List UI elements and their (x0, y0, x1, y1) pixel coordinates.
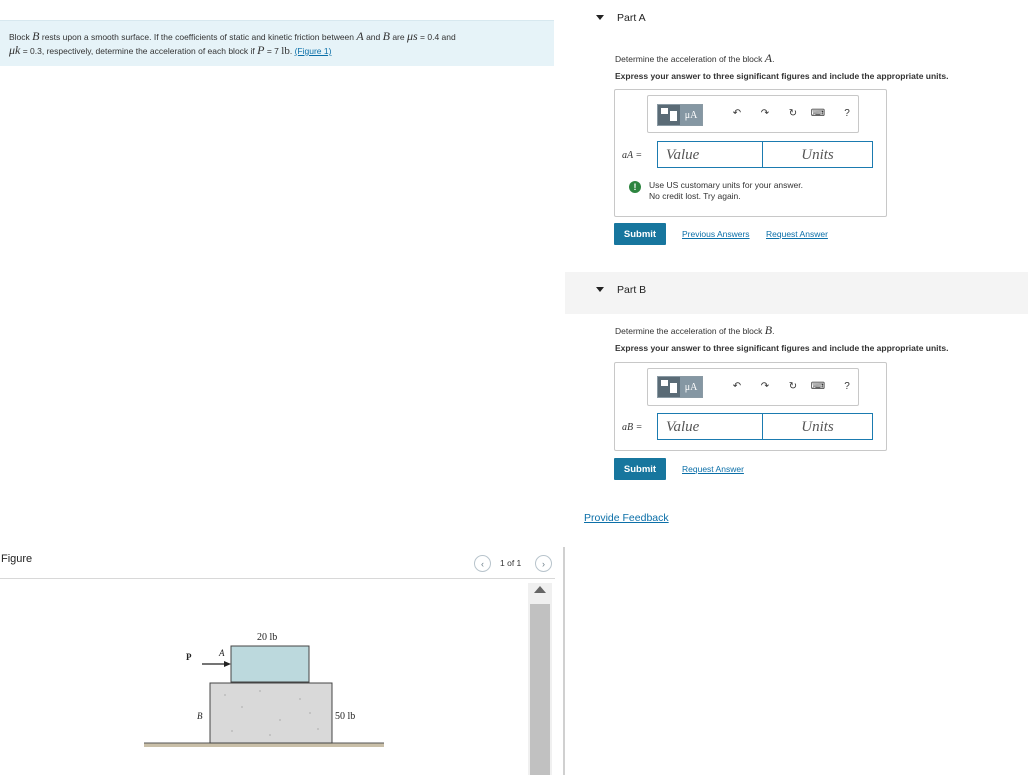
help-icon[interactable]: ? (844, 380, 850, 392)
prompt-text: Determine the acceleration of the block (615, 326, 765, 336)
help-icon[interactable]: ? (844, 107, 850, 119)
problem-text-part: and (363, 32, 383, 42)
part-a-instruction: Express your answer to three significant figures and include the appropriate units. (615, 71, 949, 81)
templates-button[interactable] (657, 376, 703, 398)
keyboard-icon[interactable]: ⌨ (810, 107, 826, 119)
symbol-b: B (382, 29, 390, 43)
problem-text-part: Block (9, 32, 33, 42)
part-a-units-input[interactable]: Units (762, 141, 873, 168)
part-b-variable-label: aB = (622, 422, 643, 433)
units-template-icon: μA (680, 377, 702, 397)
symbol-mu-k: μk (9, 43, 21, 57)
undo-icon[interactable]: ↶ (732, 380, 742, 392)
keyboard-icon[interactable]: ⌨ (810, 380, 826, 392)
problem-text-part: are (389, 32, 407, 42)
part-a-feedback (649, 180, 803, 202)
unit-lb: lb (281, 45, 290, 57)
problem-text (9, 30, 534, 58)
symbol-a: A (356, 29, 364, 43)
part-b-title[interactable]: Part B (617, 284, 647, 296)
part-b-units-input[interactable]: Units (762, 413, 873, 440)
block-a-weight: 20 lb (257, 632, 278, 643)
undo-icon[interactable]: ↶ (732, 107, 742, 119)
prompt-variable: A (764, 51, 773, 65)
feedback-line-1: Use US customary units for your answer. (649, 180, 804, 190)
part-a-value-input[interactable]: Value (657, 141, 763, 168)
block-b (210, 683, 332, 743)
problem-text-part: . (289, 46, 295, 56)
part-b-submit-button[interactable]: Submit (614, 458, 666, 480)
symbol-p: P (257, 43, 265, 57)
force-arrowhead (224, 661, 231, 667)
problem-text-part: = 7 (264, 46, 282, 56)
figure-counter: 1 of 1 (500, 558, 522, 568)
prompt-end: . (772, 54, 775, 64)
part-b-prompt (615, 323, 775, 338)
collapse-part-b-icon[interactable] (596, 287, 604, 292)
figure-label: Figure (1, 553, 33, 565)
part-b-instruction: Express your answer to three significant figures and include the appropriate units. (615, 343, 949, 353)
block-b-label: B (197, 711, 203, 721)
problem-text-part: = 0.4 and (417, 32, 456, 42)
templates-icon (658, 377, 680, 397)
part-a-title[interactable]: Part A (617, 12, 646, 24)
panel-divider (563, 547, 565, 775)
scroll-up-arrow-icon[interactable] (534, 586, 546, 593)
reset-icon[interactable]: ↻ (788, 380, 798, 392)
units-template-icon: μA (680, 105, 702, 125)
block-a-label: A (219, 648, 225, 658)
redo-icon[interactable]: ↷ (760, 107, 770, 119)
figure-link[interactable]: (Figure 1) (294, 46, 332, 56)
templates-button[interactable] (657, 104, 703, 126)
provide-feedback-link[interactable]: Provide Feedback (584, 512, 669, 524)
feedback-line-2: No credit lost. Try again. (649, 191, 741, 201)
force-label: P (186, 652, 192, 662)
prompt-variable: B (764, 323, 773, 337)
templates-icon (658, 105, 680, 125)
figure-scrollbar-thumb[interactable] (530, 604, 550, 775)
part-b-request-answer-link[interactable]: Request Answer (682, 464, 744, 474)
prompt-text: Determine the acceleration of the block (615, 54, 765, 64)
redo-icon[interactable]: ↷ (760, 380, 770, 392)
symbol-b: B (32, 29, 40, 43)
part-a-request-answer-link[interactable]: Request Answer (766, 229, 828, 239)
block-b-weight: 50 lb (335, 711, 356, 722)
next-figure-button[interactable]: › (535, 555, 552, 572)
problem-statement (0, 20, 554, 66)
ground-surface (144, 743, 384, 747)
alert-icon: ! (629, 181, 641, 193)
block-a (231, 646, 309, 682)
reset-icon[interactable]: ↻ (788, 107, 798, 119)
symbol-mu-s: μs (406, 29, 418, 43)
figure-divider (0, 578, 555, 579)
prompt-end: . (772, 326, 775, 336)
part-a-submit-button[interactable]: Submit (614, 223, 666, 245)
part-a-prompt (615, 51, 775, 66)
collapse-part-a-icon[interactable] (596, 15, 604, 20)
previous-answers-link[interactable]: Previous Answers (682, 229, 750, 239)
problem-text-part: = 0.3, respectively, determine the acceleration of each block if (20, 46, 258, 56)
part-a-variable-label: aA = (622, 150, 643, 161)
block-diagram (140, 625, 390, 755)
problem-text-part: rests upon a smooth surface. If the coefficients of static and kinetic friction between (39, 32, 357, 42)
part-b-value-input[interactable]: Value (657, 413, 763, 440)
previous-figure-button[interactable]: ‹ (474, 555, 491, 572)
